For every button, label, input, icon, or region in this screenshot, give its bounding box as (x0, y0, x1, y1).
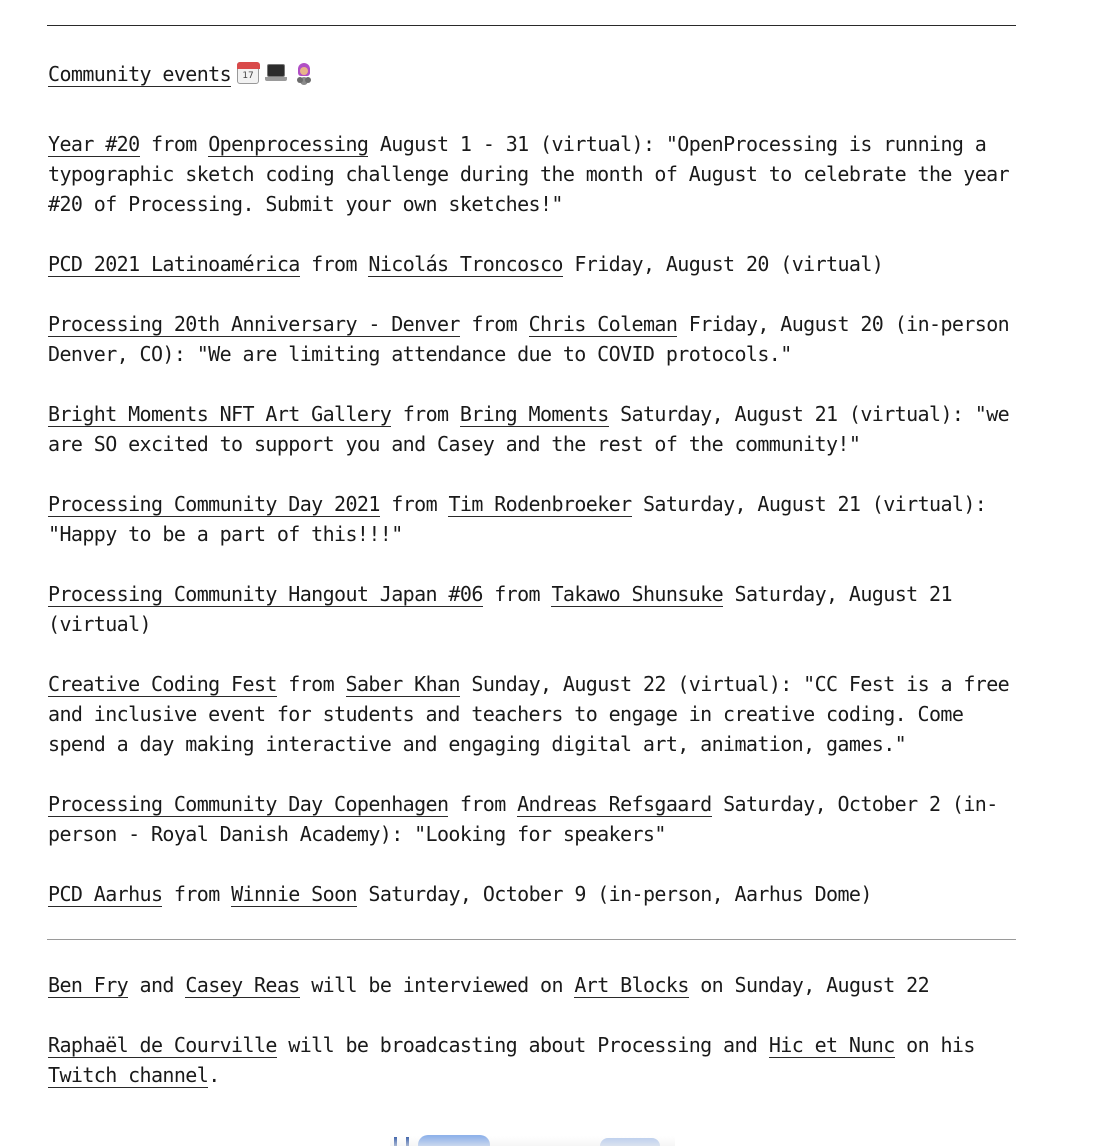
event-organizer-link[interactable]: Saber Khan (345, 672, 460, 696)
event-details: Sunday, August 22 (virtual): "CC Fest is a free and inclusive event for students and teachers to engage in creative coding. Come spend a day making interactive and engaging digital art, animation, games." (48, 672, 1010, 756)
broadcast-text-2: on his (906, 1033, 975, 1057)
interview-date: on Sunday, August 22 (700, 973, 930, 997)
interview-news (48, 970, 1023, 1000)
event-details: August 1 - 31 (virtual): "OpenProcessing is running a typographic sketch coding challenge during the month of August to celebrate the year #20 of Processing. Submit your own sketches!" (48, 132, 1010, 216)
community-events-heading (48, 59, 1023, 89)
cropped-banner-image (390, 1131, 675, 1146)
top-divider (47, 25, 1016, 26)
event-details: Friday, August 20 (virtual) (574, 252, 884, 276)
event-title-link[interactable]: PCD 2021 Latinoamérica (48, 252, 300, 276)
event-organizer-link[interactable]: Takawo Shunsuke (551, 582, 724, 606)
event-details: Saturday, August 21 (virtual): "Happy to be a part of this!!!" (48, 492, 987, 546)
event-item (48, 129, 1023, 219)
technologist-icon (293, 62, 315, 84)
from-label: from (150, 132, 197, 156)
event-title-link[interactable]: Year #20 (48, 132, 140, 156)
event-item (48, 879, 1023, 909)
community-events-link[interactable]: Community events (48, 62, 232, 86)
and-label: and (139, 973, 174, 997)
from-label: from (459, 792, 506, 816)
event-details: Saturday, October 9 (in-person, Aarhus Dome) (368, 882, 872, 906)
event-item (48, 669, 1023, 759)
event-title-link[interactable]: Processing Community Day 2021 (48, 492, 380, 516)
banner-fade (390, 1136, 675, 1146)
event-details: Saturday, August 21 (virtual): "we are SO excited to support you and Casey and the rest of the community!" (48, 402, 1010, 456)
from-label: from (391, 492, 438, 516)
event-item (48, 489, 1023, 549)
event-details: Saturday, August 21 (virtual) (48, 582, 952, 636)
interview-text: will be interviewed on (311, 973, 563, 997)
event-title-link[interactable]: Creative Coding Fest (48, 672, 277, 696)
news-list (48, 970, 1023, 1120)
event-organizer-link[interactable]: Andreas Refsgaard (517, 792, 712, 816)
event-organizer-link[interactable]: Nicolás Troncosco (368, 252, 563, 276)
event-organizer-link[interactable]: Chris Coleman (528, 312, 678, 336)
calendar-icon (237, 62, 259, 84)
from-label: from (402, 402, 449, 426)
from-label: from (471, 312, 518, 336)
event-title-link[interactable]: Processing Community Hangout Japan #06 (48, 582, 483, 606)
hic-et-nunc-link[interactable]: Hic et Nunc (768, 1033, 895, 1057)
broadcast-text: will be broadcasting about Processing and (288, 1033, 758, 1057)
event-title-link[interactable]: Processing Community Day Copenhagen (48, 792, 449, 816)
event-organizer-link[interactable]: Winnie Soon (231, 882, 357, 906)
event-details: Saturday, October 2 (in-person - Royal Danish Academy): "Looking for speakers" (48, 792, 998, 846)
casey-reas-link[interactable]: Casey Reas (185, 973, 300, 997)
event-item (48, 579, 1023, 639)
ben-fry-link[interactable]: Ben Fry (48, 973, 129, 997)
art-blocks-link[interactable]: Art Blocks (574, 973, 689, 997)
laptop-icon (265, 62, 287, 84)
from-label: from (173, 882, 220, 906)
event-title-link[interactable]: Processing 20th Anniversary - Denver (48, 312, 460, 336)
event-details: Friday, August 20 (in-person Denver, CO): "We are limiting attendance due to COVID protocols." (48, 312, 1010, 366)
section-divider (47, 939, 1016, 940)
event-title-link[interactable]: Bright Moments NFT Art Gallery (48, 402, 392, 426)
event-item (48, 399, 1023, 459)
broadcast-news (48, 1030, 1023, 1090)
event-organizer-link[interactable]: Bring Moments (459, 402, 609, 426)
from-label: from (288, 672, 335, 696)
event-item (48, 309, 1023, 369)
event-item (48, 789, 1023, 849)
period: . (208, 1063, 220, 1087)
events-list (48, 129, 1023, 909)
event-item (48, 249, 1023, 279)
event-organizer-link[interactable]: Tim Rodenbroeker (448, 492, 632, 516)
event-title-link[interactable]: PCD Aarhus (48, 882, 163, 906)
twitch-channel-link[interactable]: Twitch channel (48, 1063, 209, 1087)
from-label: from (494, 582, 540, 606)
raphael-link[interactable]: Raphaël de Courville (48, 1033, 277, 1057)
event-organizer-link[interactable]: Openprocessing (208, 132, 369, 156)
from-label: from (311, 252, 357, 276)
